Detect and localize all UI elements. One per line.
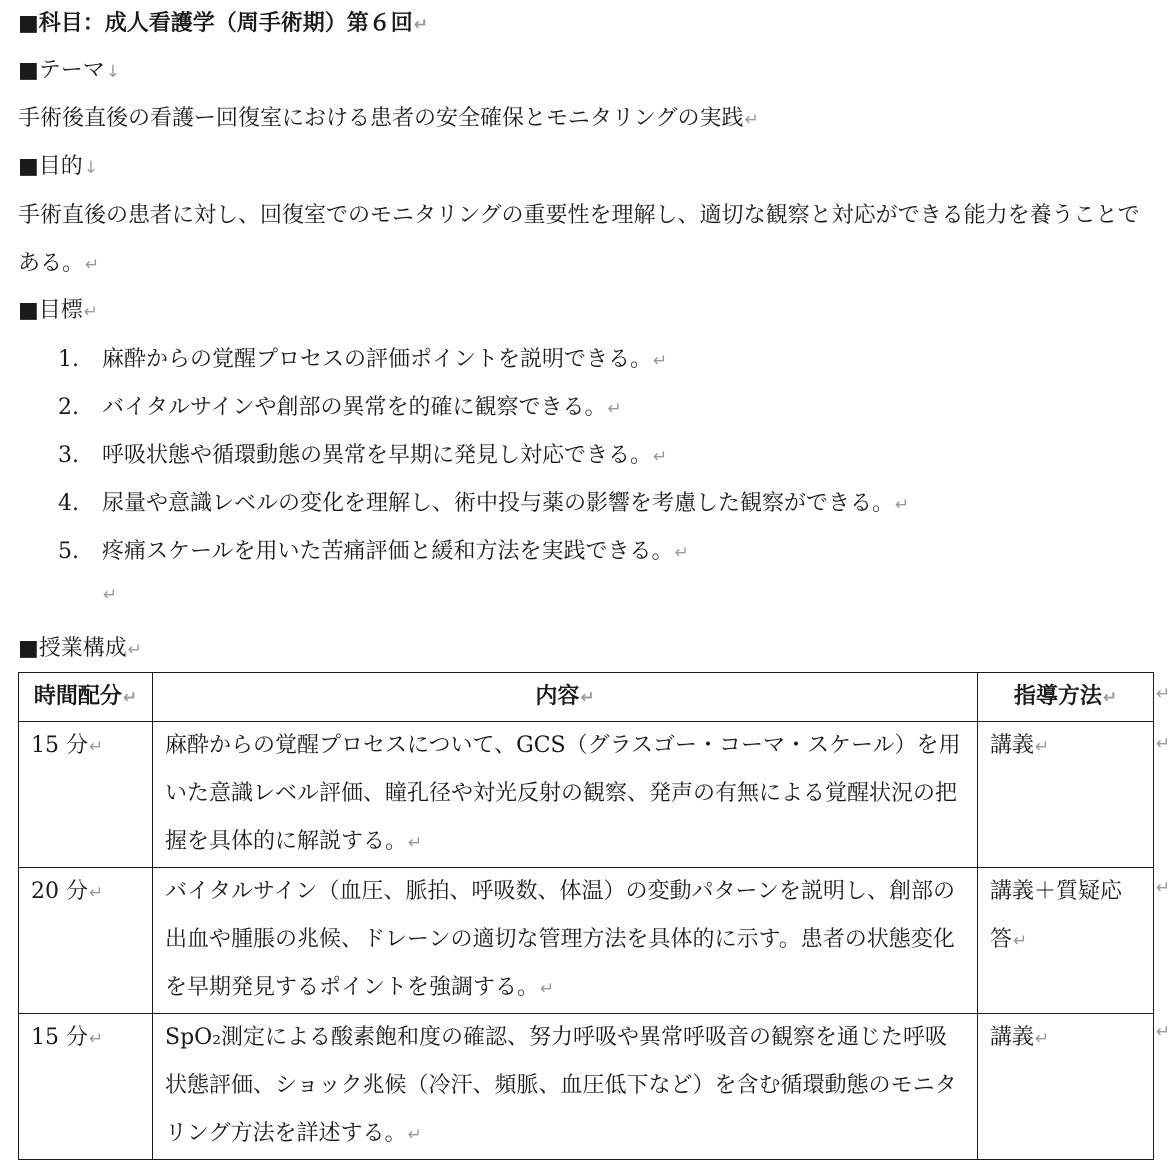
list-number: 2. <box>58 395 79 420</box>
list-item <box>58 480 909 528</box>
theme-label-text: ■テーマ <box>18 58 105 83</box>
cell-method: 講義↵ <box>978 1014 1154 1160</box>
row-end-mark-icon: ↵ <box>1156 734 1170 754</box>
paragraph-mark-icon: ↵ <box>85 255 100 275</box>
cell-mark-icon: ↵ <box>122 688 138 708</box>
goals-label <box>18 296 98 327</box>
purpose-label <box>18 152 98 183</box>
cell-mark-icon: ↵ <box>1102 688 1118 708</box>
cell-mark-icon: ↵ <box>408 833 423 853</box>
line-break-icon: ↓ <box>83 158 99 178</box>
table-row <box>19 1014 1154 1160</box>
list-number: 4. <box>58 491 79 516</box>
cell-method: 講義↵ <box>978 722 1154 868</box>
structure-label-text: ■授業構成 <box>18 636 127 661</box>
theme-label <box>18 56 120 87</box>
lesson-table <box>18 672 1154 1160</box>
cell-time: 20 分↵ <box>19 868 153 1014</box>
cell-time: 15 分↵ <box>19 722 153 868</box>
list-item <box>58 336 909 384</box>
paragraph-mark-icon: ↵ <box>653 447 668 467</box>
goals-label-text: ■目標 <box>18 298 83 323</box>
cell-mark-icon: ↵ <box>1035 737 1050 757</box>
cell-mark-icon: ↵ <box>580 688 595 708</box>
list-number: 3. <box>58 443 79 468</box>
paragraph-mark-icon: ↵ <box>127 640 143 660</box>
row-end-mark-icon: ↵ <box>1156 684 1170 704</box>
purpose-text <box>18 192 1158 289</box>
cell-mark-icon: ↵ <box>1013 931 1028 951</box>
table-row <box>19 722 1154 868</box>
cell-content: 麻酔からの覚醒プロセスについて、GCS（グラスゴー・コーマ・スケール）を用いた意識レベル評価、瞳孔径や対光反射の観察、発声の有無による覚醒状況の把握を具体的に解説する。↵ <box>153 722 978 868</box>
row-end-mark-icon: ↵ <box>1156 878 1170 898</box>
cell-mark-icon: ↵ <box>1035 1029 1050 1049</box>
list-item <box>58 528 909 576</box>
paragraph-mark-icon: ↵ <box>103 585 118 605</box>
cell-content: SpO₂測定による酸素飽和度の確認、努力呼吸や異常呼吸音の観察を通じた呼吸状態評価、ショック兆候（冷汗、頻脈、血圧低下など）を含む循環動態のモニタリング方法を詳述する。↵ <box>153 1014 978 1160</box>
subject-heading <box>18 8 428 40</box>
theme-text <box>18 104 759 135</box>
list-item <box>58 432 909 480</box>
list-item-text: 疼痛スケールを用いた苦痛評価と緩和方法を実践できる。 <box>102 539 674 564</box>
header-method: 指導方法↵ <box>978 673 1154 722</box>
list-number: 1. <box>58 347 79 372</box>
list-item-text: 麻酔からの覚醒プロセスの評価ポイントを説明できる。 <box>102 347 653 372</box>
table-header-row <box>19 673 1154 722</box>
row-end-mark-icon: ↵ <box>1156 1022 1170 1042</box>
cell-method: 講義＋質疑応答↵ <box>978 868 1154 1014</box>
goals-list <box>58 336 909 576</box>
paragraph-mark-icon: ↵ <box>653 351 668 371</box>
table-row <box>19 868 1154 1014</box>
line-break-icon: ↓ <box>105 62 121 82</box>
header-time: 時間配分↵ <box>19 673 153 722</box>
cell-content: バイタルサイン（血圧、脈拍、呼吸数、体温）の変動パターンを説明し、創部の出血や腫脹の兆候、ドレーンの適切な管理方法を具体的に示す。患者の状態変化を早期発見するポイントを強調する。↵ <box>153 868 978 1014</box>
paragraph-mark-icon: ↵ <box>413 15 429 35</box>
list-number: 5. <box>58 539 79 564</box>
list-item-text: 尿量や意識レベルの変化を理解し、術中投与薬の影響を考慮した観察ができる。 <box>102 491 895 516</box>
purpose-label-text: ■目的 <box>18 154 83 179</box>
cell-mark-icon: ↵ <box>407 1125 422 1145</box>
list-item <box>58 384 909 432</box>
cell-mark-icon: ↵ <box>89 737 104 757</box>
list-item-text: 呼吸状態や循環動態の異常を早期に発見し対応できる。 <box>102 443 653 468</box>
header-content: 内容↵ <box>153 673 978 722</box>
purpose-body: 手術直後の患者に対し、回復室でのモニタリングの重要性を理解し、適切な観察と対応ができる能力を養うことである。 <box>18 203 1140 276</box>
theme-body: 手術後直後の看護ー回復室における患者の安全確保とモニタリングの実践 <box>18 106 744 131</box>
paragraph-mark-icon: ↵ <box>607 399 622 419</box>
list-item-text: バイタルサインや創部の異常を的確に観察できる。 <box>102 395 607 420</box>
paragraph-mark-icon: ↵ <box>744 110 759 130</box>
paragraph-mark-icon: ↵ <box>895 495 910 515</box>
cell-mark-icon: ↵ <box>89 883 104 903</box>
subject-heading-text: ■科目：成人看護学（周手術期）第６回 <box>18 10 413 36</box>
structure-label <box>18 634 142 665</box>
cell-mark-icon: ↵ <box>89 1029 104 1049</box>
paragraph-mark-icon: ↵ <box>83 302 99 322</box>
paragraph-mark-icon: ↵ <box>674 543 689 563</box>
cell-time: 15 分↵ <box>19 1014 153 1160</box>
cell-mark-icon: ↵ <box>540 979 555 999</box>
